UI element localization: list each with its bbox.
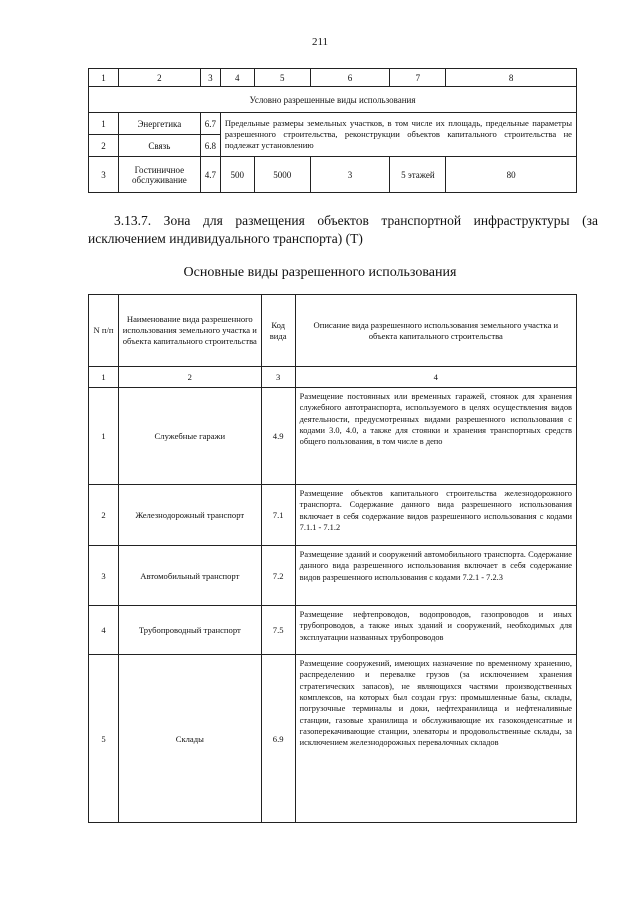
row-number: 1 bbox=[89, 388, 119, 485]
row-name: Энергетика bbox=[118, 113, 200, 135]
row-number: 5 bbox=[89, 655, 119, 823]
row-number: 3 bbox=[89, 157, 119, 193]
row-number: 1 bbox=[89, 113, 119, 135]
row-name: Трубопроводный транспорт bbox=[118, 606, 261, 655]
row-description: Размещение нефтепроводов, водопроводов, газопроводов и иных трубопроводов, а также иных зданий и сооружений, необходимых для эксплуатации названных трубопроводов bbox=[295, 606, 576, 655]
row-name: Гостиничное обслуживание bbox=[118, 157, 200, 193]
section-heading-text: 3.13.7. Зона для размещения объектов транспортной инфраструктуры (за исключением индивидуального транспорта) (Т) bbox=[88, 213, 598, 246]
table-row bbox=[89, 655, 577, 823]
row-value: 80 bbox=[446, 157, 577, 193]
main-table-header-row bbox=[89, 295, 577, 367]
column-number: 3 bbox=[261, 367, 295, 388]
top-header-cell: 4 bbox=[220, 69, 254, 87]
row-code: 4.7 bbox=[200, 157, 220, 193]
top-header-cell: 7 bbox=[390, 69, 446, 87]
row-description: Размещение постоянных или временных гаражей, стоянок для хранения служебного автотранспорта, используемого в целях осуществления видов деятельности, предусмотренных видами разрешенного использования с кодами 3.0, 4.0, а также для стоянки и хранения транспортных средств общего пользования, в том числе в депо bbox=[295, 388, 576, 485]
column-number: 4 bbox=[295, 367, 576, 388]
row-code: 6.8 bbox=[200, 135, 220, 157]
column-number: 1 bbox=[89, 367, 119, 388]
row-value: 3 bbox=[310, 157, 390, 193]
merged-description: Предельные размеры земельных участков, в том числе их площадь, предельные параметры разрешенного строительства, реконструкции объектов капитального строительства не подлежат установлению bbox=[220, 113, 576, 157]
section-heading bbox=[88, 212, 598, 248]
row-code: 7.2 bbox=[261, 546, 295, 606]
page-number: 211 bbox=[311, 36, 329, 48]
top-section-title: Условно разрешенные виды использования bbox=[89, 87, 577, 113]
row-code: 6.7 bbox=[200, 113, 220, 135]
table-row bbox=[89, 485, 577, 546]
top-header-cell: 5 bbox=[254, 69, 310, 87]
top-header-cell: 8 bbox=[446, 69, 577, 87]
row-code: 7.1 bbox=[261, 485, 295, 546]
row-name: Служебные гаражи bbox=[118, 388, 261, 485]
row-name: Автомобильный транспорт bbox=[118, 546, 261, 606]
header-name: Наименование вида разрешенного использования земельного участка и объекта капитального строительства bbox=[118, 295, 261, 367]
table-row bbox=[89, 388, 577, 485]
row-description: Размещение сооружений, имеющих назначение по временному хранению, распределению и перевалке грузов (за исключением хранения стратегических запасов), не являющихся частями производственных комплексов, на которых был создан груз: промышленные базы, склады, погрузочные терминалы и доки, нефтехранилища и нефтеналивные станции, газовые хранилища и обслуживающие их газоконденсатные и газоперекачивающие станции, элеваторы и продовольственные склады, за исключением железнодорожных перевалочных складов bbox=[295, 655, 576, 823]
top-header-cell: 1 bbox=[89, 69, 119, 87]
row-name: Связь bbox=[118, 135, 200, 157]
header-code: Код вида bbox=[261, 295, 295, 367]
row-description: Размещение зданий и сооружений автомобильного транспорта. Содержание данного вида разрешенного использования включает в себя содержание видов разрешенного использования с кодами 7.2.1 - 7.2.3 bbox=[295, 546, 576, 606]
row-value: 5 этажей bbox=[390, 157, 446, 193]
row-name: Склады bbox=[118, 655, 261, 823]
header-number: N п/п bbox=[89, 295, 119, 367]
column-number: 2 bbox=[118, 367, 261, 388]
table-row bbox=[89, 113, 577, 135]
row-number: 2 bbox=[89, 485, 119, 546]
top-table bbox=[88, 68, 577, 193]
row-number: 4 bbox=[89, 606, 119, 655]
row-value: 5000 bbox=[254, 157, 310, 193]
row-code: 4.9 bbox=[261, 388, 295, 485]
row-value: 500 bbox=[220, 157, 254, 193]
top-header-cell: 2 bbox=[118, 69, 200, 87]
table-row bbox=[89, 157, 577, 193]
table-row bbox=[89, 546, 577, 606]
row-code: 6.9 bbox=[261, 655, 295, 823]
subtitle: Основные виды разрешенного использования bbox=[183, 265, 457, 280]
row-description: Размещение объектов капитального строительства железнодорожного транспорта. Содержание данного вида разрешенного использования включает в себя содержание видов разрешенного использования с кодами 7.1.1 - 7.1.2 bbox=[295, 485, 576, 546]
top-header-cell: 6 bbox=[310, 69, 390, 87]
top-section-row bbox=[89, 87, 577, 113]
main-table bbox=[88, 294, 577, 823]
row-code: 7.5 bbox=[261, 606, 295, 655]
row-number: 3 bbox=[89, 546, 119, 606]
row-number: 2 bbox=[89, 135, 119, 157]
table-row bbox=[89, 606, 577, 655]
top-table-header-row bbox=[89, 69, 577, 87]
top-header-cell: 3 bbox=[200, 69, 220, 87]
main-table-number-row bbox=[89, 367, 577, 388]
header-description: Описание вида разрешенного использования земельного участка и объекта капитального строительства bbox=[295, 295, 576, 367]
row-name: Железнодорожный транспорт bbox=[118, 485, 261, 546]
